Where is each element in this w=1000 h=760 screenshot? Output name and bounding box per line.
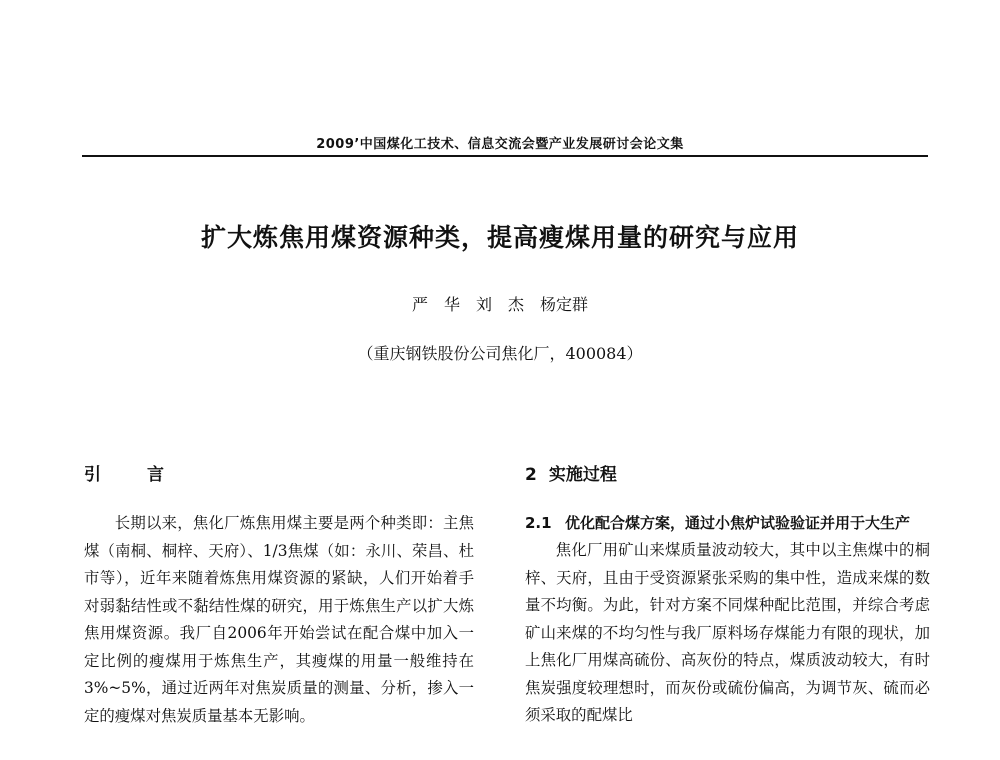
subsection-2-1-heading — [525, 510, 930, 537]
subsection-2-1-title: 优化配合煤方案，通过小焦炉试验验证并用于大生产 — [565, 514, 911, 532]
right-column — [525, 460, 930, 730]
section-2-heading — [525, 460, 930, 484]
intro-heading — [84, 460, 474, 484]
section-2-title: 实施过程 — [548, 465, 617, 485]
paper-title: 扩大炼焦用煤资源种类，提高瘦煤用量的研究与应用 — [200, 223, 799, 252]
section-2-number: 2 — [525, 465, 537, 485]
intro-heading-char-2: 言 — [147, 465, 164, 485]
left-column — [84, 460, 474, 730]
header-rule — [82, 155, 928, 157]
running-head: 2009’中国煤化工技术、信息交流会暨产业发展研讨会论文集 — [316, 137, 684, 152]
subsection-2-1-number: 2.1 — [525, 514, 552, 532]
section-2-paragraph: 焦化厂用矿山来煤质量波动较大，其中以主焦煤中的桐梓、天府，且由于受资源紧张采购的集中性，造成来煤的数量不均衡。为此，针对方案不同煤种配比范围，并综合考虑矿山来煤的不均匀性与我厂原料场存煤能力有限的现状，加上焦化厂用煤高硫份、高灰份的特点，煤质波动较大，有时焦炭强度较理想时，而灰份或硫份偏高，为调节灰、硫而必须采取的配煤比 — [525, 541, 930, 724]
intro-paragraph: 长期以来，焦化厂炼焦用煤主要是两个种类即：主焦煤（南桐、桐梓、天府）、1/3焦煤（如：永川、荣昌、杜市等），近年来随着炼焦用煤资源的紧缺，人们开始着手对弱黏结性或不黏结性煤的研究，用于炼焦生产以扩大炼焦用煤资源。我厂自2006年开始尝试在配合煤中加入一定比例的瘦煤用于炼焦生产，其瘦煤的用量一般维持在3%~5%，通过近两年对焦炭质量的测量、分析，掺入一定的瘦煤对焦炭质量基本无影响。 — [84, 514, 474, 725]
intro-heading-char-1: 引 — [84, 465, 101, 485]
affiliation: （重庆钢铁股份公司焦化厂，400084） — [357, 344, 643, 363]
author-list: 严 华 刘 杰 杨定群 — [411, 295, 588, 314]
